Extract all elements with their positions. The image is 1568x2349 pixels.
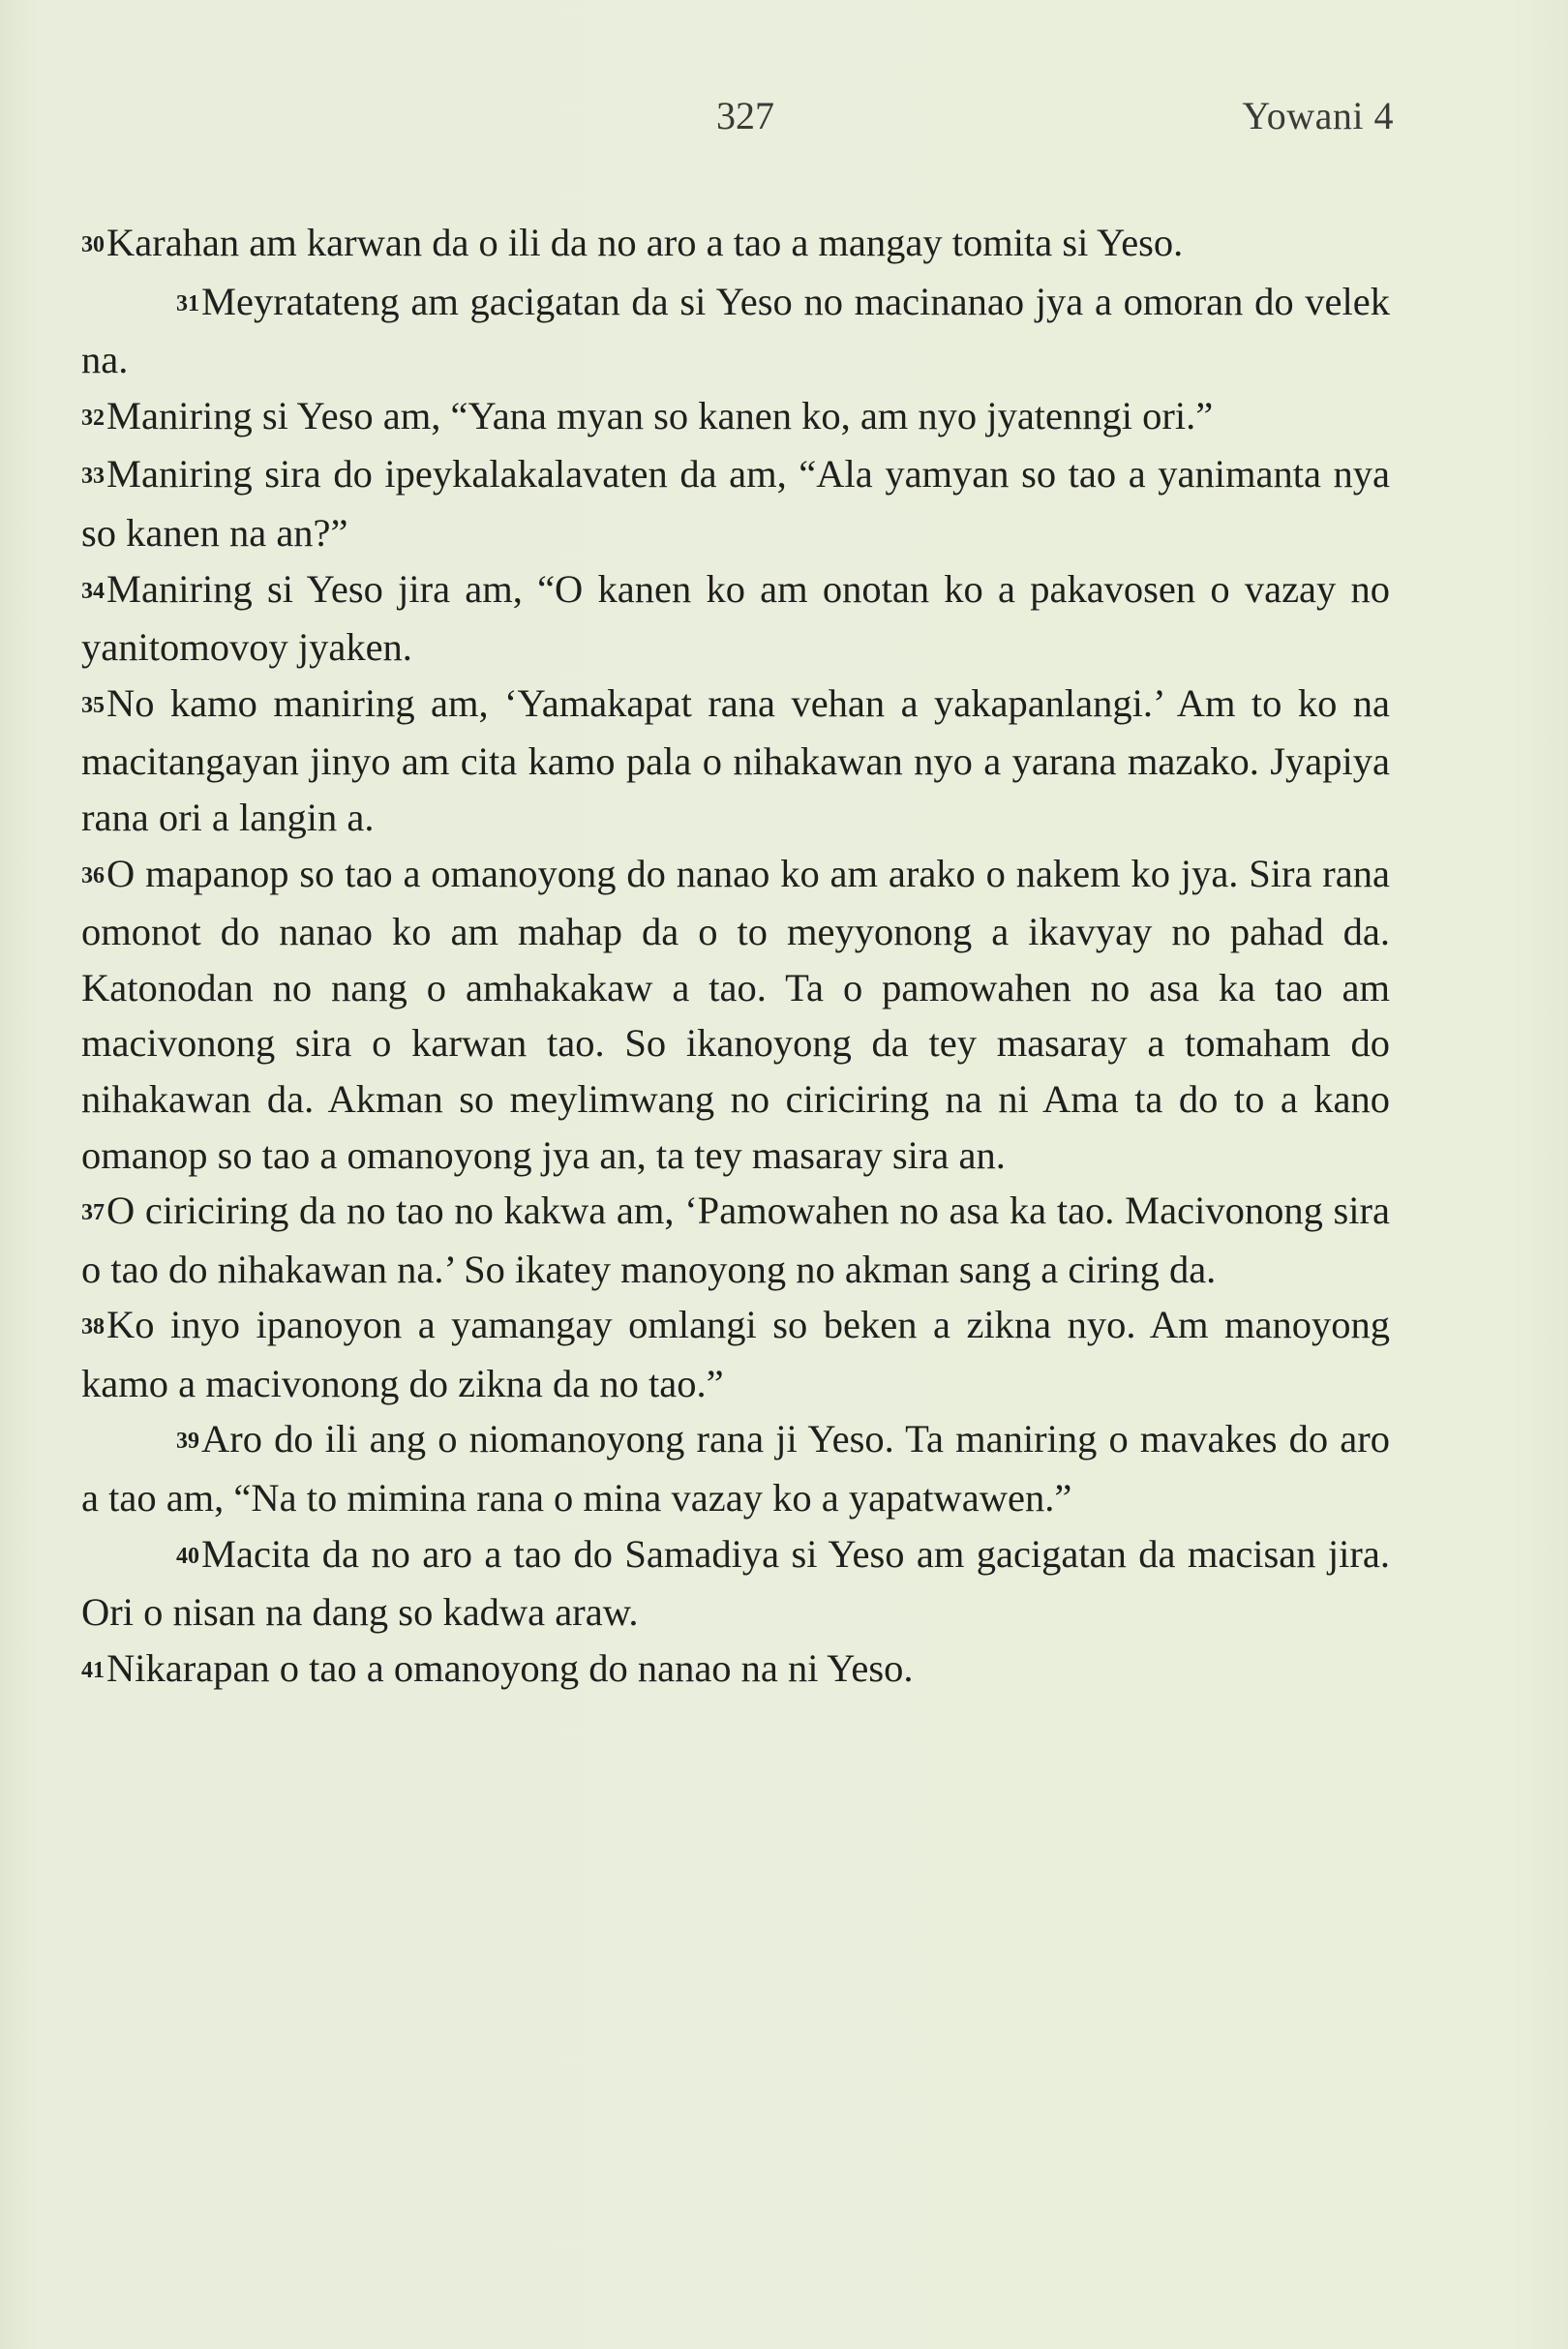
verse-text: Aro do ili ang o niomanoyong rana ji Yeso. Ta maniring o mavakes do aro a tao am, “Na to mimina rana o mina vazay ko a yapatwawen.”: [81, 1417, 1390, 1521]
verse-number: 32: [81, 405, 105, 431]
verse-37: [81, 1183, 1390, 1297]
verse-text: Ko inyo ipanoyon a yamangay omlangi so beken a zikna nyo. Am manoyong kamo a macivonong do zikna da no tao.”: [81, 1303, 1390, 1405]
verse-39: [81, 1411, 1390, 1525]
verse-text: O mapanop so tao a omanoyong do nanao ko am arako o nakem ko jya. Sira rana omonot do nanao ko am mahap da o to meyyonong a ikavyay no pahad da. Katonodan no nang o amhakakaw a tao. Ta o pamowahen no asa ka tao am macivonong sira o karwan tao. So ikanoyong da tey masaray a tomaham do nihakawan da. Akman so meylimwang no ciriciring na ni Ama ta do to a kano omanop so tao a omanoyong jya an, ta tey masaray sira an.: [81, 851, 1390, 1177]
verse-number: 31: [176, 290, 199, 316]
verse-41: [81, 1641, 1390, 1700]
verse-text: Meyratateng am gacigatan da si Yeso no macinanao jya a omoran do velek na.: [81, 279, 1390, 382]
verse-text: O ciriciring da no tao no kakwa am, ‘Pamowahen no asa ka tao. Macivonong sira o tao do nihakawan na.’ So ikatey manoyong no akman sang a ciring da.: [81, 1189, 1390, 1291]
verse-number: 39: [176, 1429, 199, 1455]
verse-36: [81, 846, 1390, 1184]
verse-number: 37: [81, 1200, 105, 1226]
scripture-body: [81, 215, 1390, 1699]
verse-30: [81, 215, 1390, 274]
verse-text: Macita da no aro a tao do Samadiya si Yeso am gacigatan da macisan jira. Ori o nisan na dang so kadwa araw.: [81, 1531, 1390, 1635]
verse-text: Maniring si Yeso jira am, “O kanen ko am onotan ko a pakavosen o vazay no yanitomovoy jyaken.: [81, 566, 1390, 670]
verse-40: [81, 1526, 1390, 1641]
verse-text: Karahan am karwan da o ili da no aro a tao a mangay tomita si Yeso.: [106, 221, 1184, 264]
verse-32: [81, 388, 1390, 447]
verse-number: 40: [176, 1543, 199, 1569]
verse-number: 38: [81, 1314, 105, 1340]
verse-text: Maniring si Yeso am, “Yana myan so kanen ko, am nyo jyatenngi ori.”: [106, 393, 1214, 437]
verse-text: No kamo maniring am, ‘Yamakapat rana vehan a yakapanlangi.’ Am to ko na macitangayan jinyo am cita kamo pala o nihakawan nyo a yarana mazako. Jyapiya rana ori a langin a.: [81, 680, 1390, 839]
verse-number: 30: [81, 232, 105, 257]
verse-number: 33: [81, 464, 105, 490]
verse-number: 35: [81, 692, 105, 718]
verse-text: Maniring sira do ipeykalakalavaten da am, “Ala yamyan so tao a yanimanta nya so kanen na an?”: [81, 452, 1390, 555]
verse-35: [81, 676, 1390, 846]
verse-33: [81, 446, 1390, 560]
page-number: 327: [716, 94, 774, 137]
verse-text: Nikarapan o tao a omanoyong do nanao na ni Yeso.: [106, 1645, 914, 1690]
verse-number: 41: [81, 1657, 105, 1683]
verse-34: [81, 561, 1390, 676]
verse-38: [81, 1297, 1390, 1411]
page-header: [0, 93, 1568, 151]
verse-number: 34: [81, 578, 105, 604]
verse-31: [81, 274, 1390, 388]
verse-number: 36: [81, 862, 105, 888]
running-head: Yowani 4: [1242, 94, 1394, 137]
